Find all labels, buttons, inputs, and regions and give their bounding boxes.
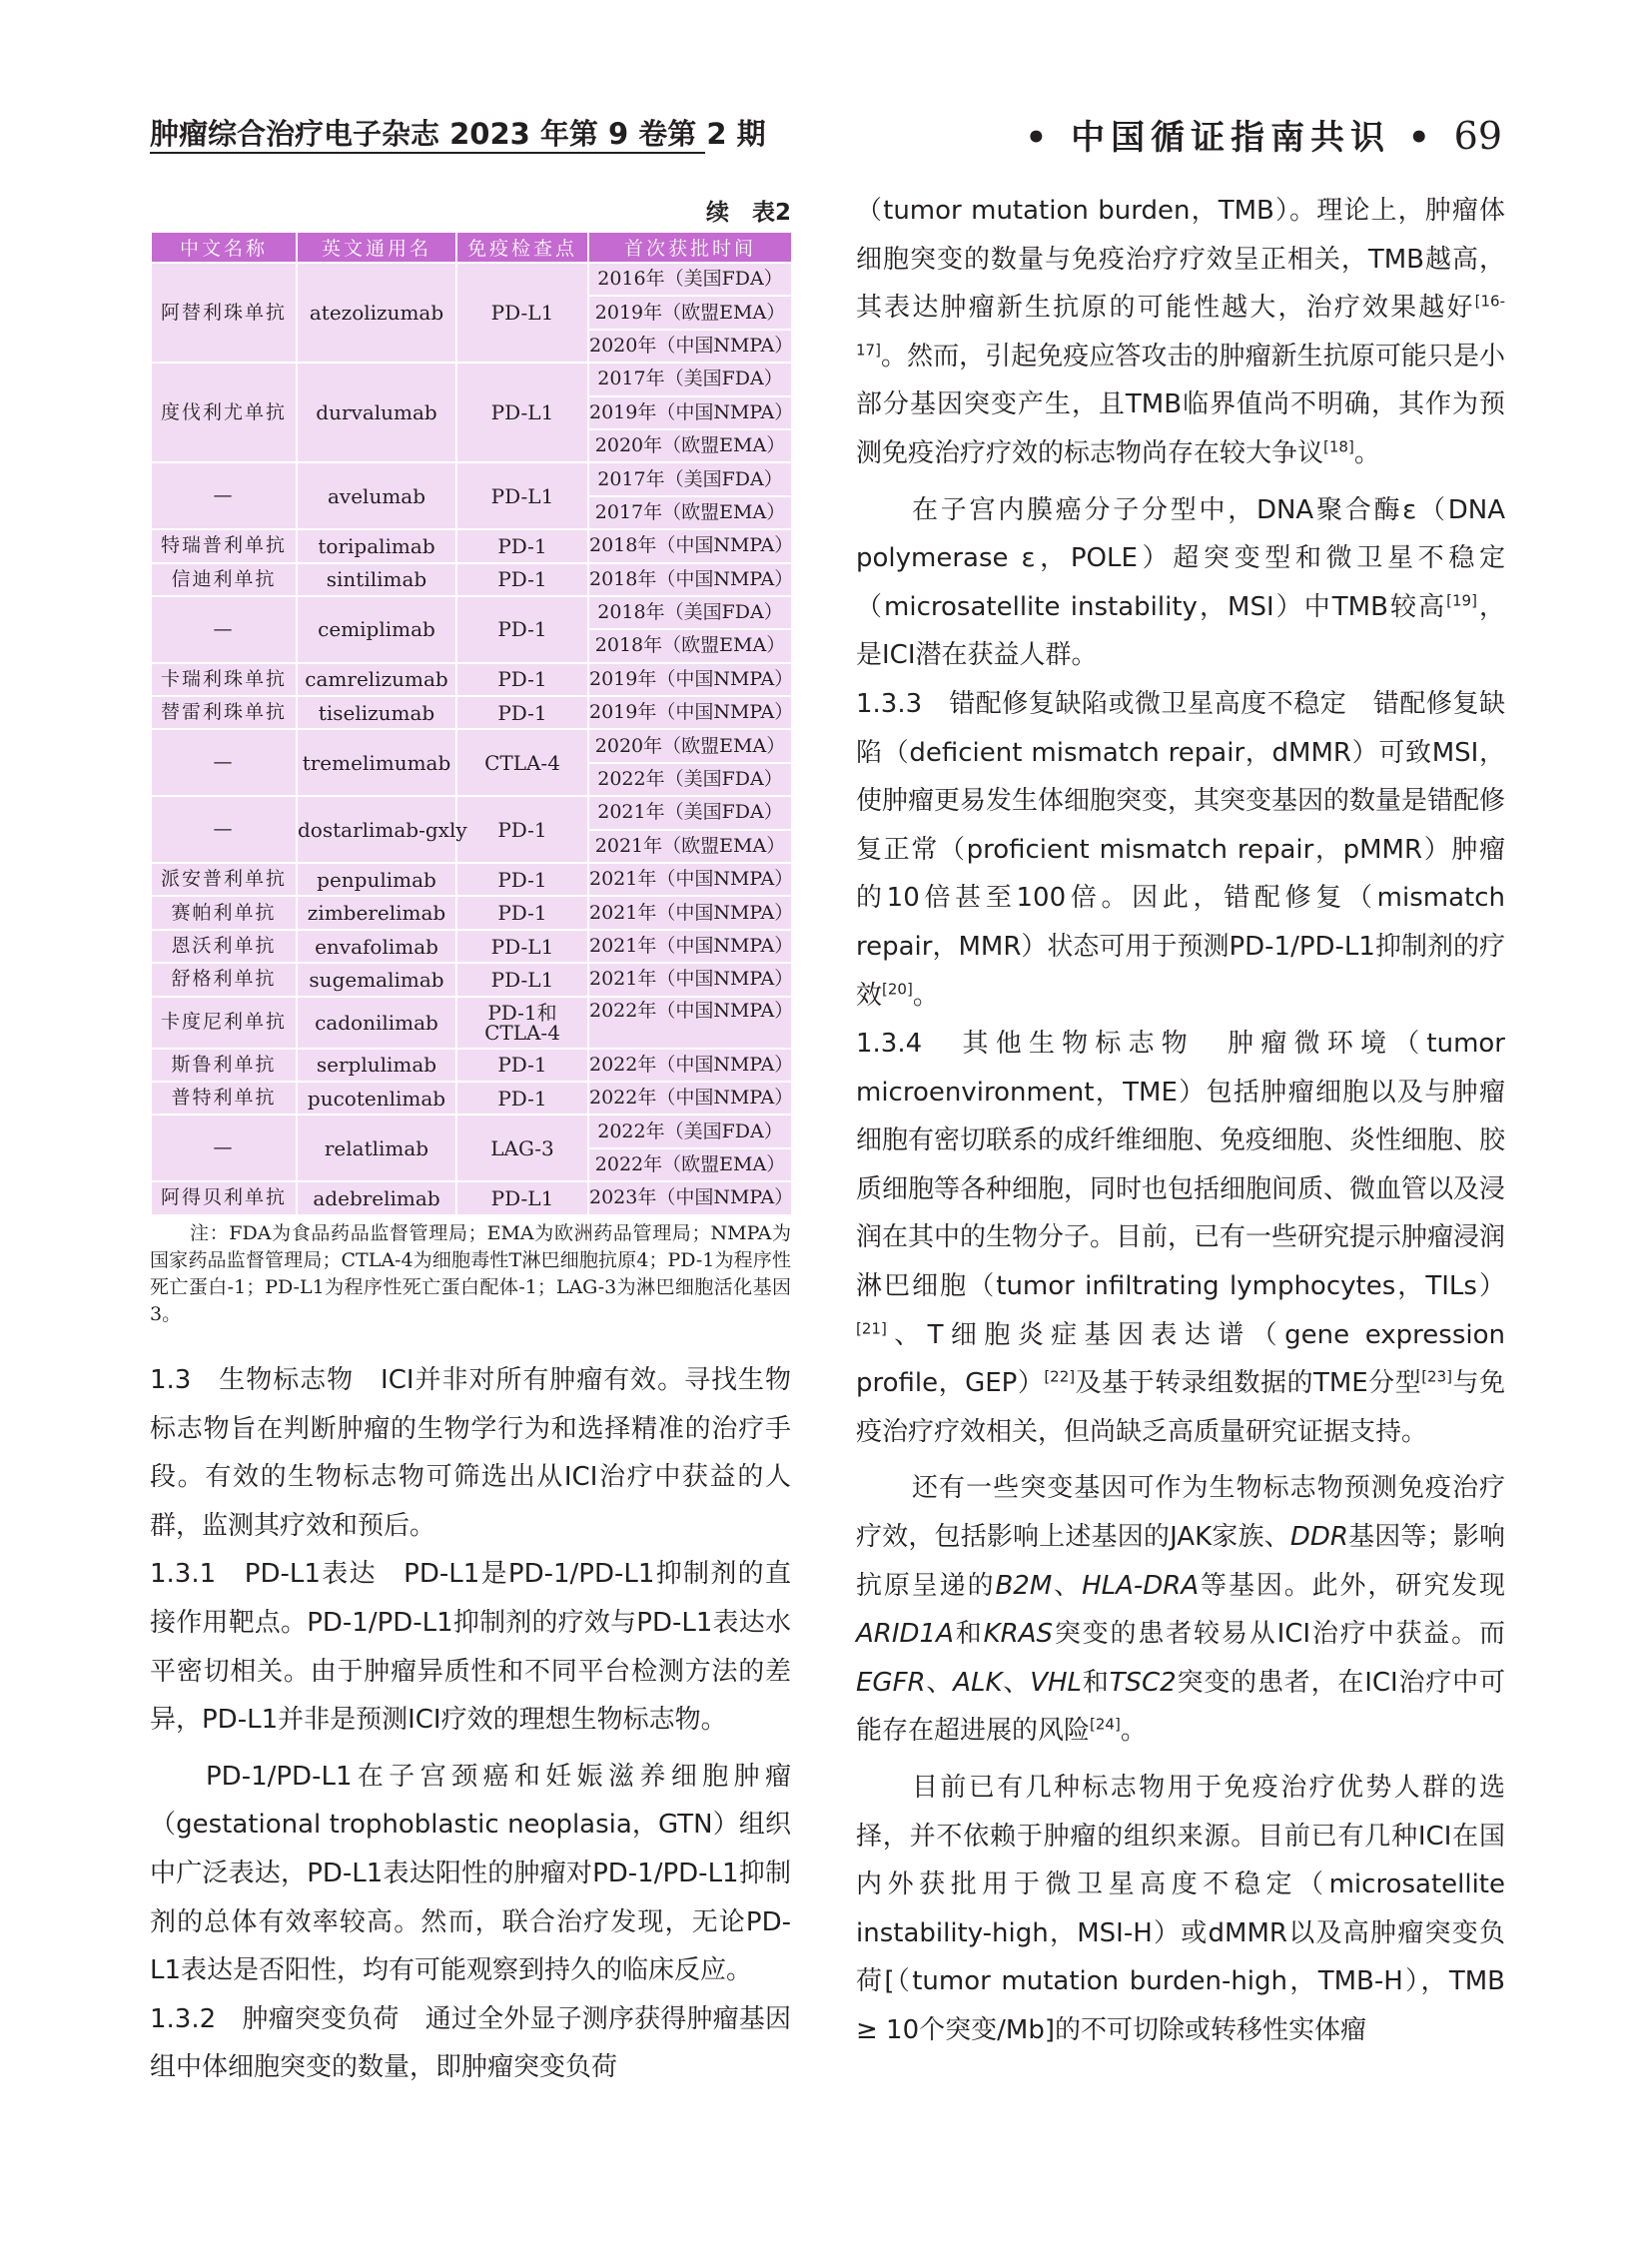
text-genes-c: 、 [1052,1570,1083,1601]
cell-checkpoint: PD-1 [456,863,588,896]
cell-checkpoint: PD-1 [456,1049,588,1082]
text-1-3-1: PD-L1是PD-1/PD-L1抑制剂的直接作用靶点。PD-1/PD-L1抑制剂的疗效与PD-L1表达水平密切相关。由于肿瘤异质性和不同平台检测方法的差异，PD-L1并非是预测ICI疗效的理想生物标志物。 [150,1559,791,1736]
cell-cn-name: 舒格利单抗 [151,963,297,996]
cell-approval: 2017年（美国FDA） [588,363,792,395]
citation: [16-17] [856,292,1505,360]
right-column [856,187,1505,2055]
citation: [23] [1421,1367,1452,1386]
cell-en-name: camrelizumab [297,663,456,696]
cell-approval: 2016年（美国FDA） [588,263,792,296]
cell-approval: 2020年（欧盟EMA） [588,429,792,462]
section-1-3-2 [150,1995,791,2092]
gene-kras: KRAS [983,1619,1053,1650]
journal-title: 肿瘤综合治疗电子杂志 2023 年第 9 卷第 2 期 [150,117,766,151]
cell-en-name: tiselizumab [297,696,456,729]
section-1-3-4 [856,1020,1505,1456]
table-header-row [151,232,792,263]
cell-en-name: tremelimumab [297,729,456,796]
cell-approval: 2017年（欧盟EMA） [588,496,792,529]
cell-checkpoint: PD-L1 [456,930,588,963]
cell-approval: 2023年（中国NMPA） [588,1181,792,1214]
cell-approval: 2022年（欧盟EMA） [588,1148,792,1181]
cell-cn-name: 卡度尼利单抗 [151,997,297,1049]
table-row [151,663,792,696]
cell-en-name: avelumab [297,462,456,529]
cell-checkpoint: PD-1 [456,563,588,596]
text-tmb-a: （tumor mutation burden，TMB）。理论上，肿瘤体细胞突变的数量与免疫治疗疗效呈正相关，TMB越高，其表达肿瘤新生抗原的可能性越大，治疗效果越好 [856,196,1505,324]
col-header-en-name: 英文通用名 [297,232,456,263]
table-row [151,696,792,729]
section-header [1026,110,1503,159]
cell-en-name: dostarlimab-gxly [297,796,456,863]
table-row [151,263,792,296]
text-genes-k: 。 [1120,1716,1147,1747]
citation: [19] [1446,591,1477,610]
cell-en-name: penpulimab [297,863,456,896]
cell-en-name: serplulimab [297,1049,456,1082]
cell-en-name: sugemalimab [297,963,456,996]
left-column [150,1356,791,2092]
cell-approval: 2021年（中国NMPA） [588,930,792,963]
cell-en-name: zimberelimab [297,896,456,929]
text-genes-j: 突变的患者，在ICI治疗中可能存在超进展的风险 [856,1667,1505,1747]
text-1-3-4-a: 肿瘤微环境（tumor microenvironment，TME）包括肿瘤细胞以及与肿瘤细胞有密切联系的成纤维细胞、免疫细胞、炎性细胞、胶质细胞等各种细胞，同时也包括细胞间质、微血管以及浸润在其中的生物分子。目前，已有一些研究提示肿瘤浸润淋巴细胞（tumor infiltrating lymphocytes，TILs） [856,1029,1506,1302]
heading-1-3: 1.3 生物标志物 [150,1365,355,1395]
table-row [151,997,792,1049]
citation: [20] [882,979,913,998]
cell-cn-name: 阿得贝利单抗 [151,1181,297,1214]
table-row [151,1049,792,1082]
cell-en-name: pucotenlimab [297,1082,456,1115]
citation: [22] [1044,1367,1076,1386]
text-1-3-3: 错配修复缺陷（deficient mismatch repair，dMMR）可致MSI，使肿瘤更易发生体细胞突变，其突变基因的数量是错配修复正常（proficient mismatch repair，pMMR）肿瘤的10倍甚至100倍。因此，错配修复（mismatch repair，MMR）状态可用于预测PD-1/PD-L1抑制剂的疗效 [856,688,1506,1011]
section-title: • 中国循证指南共识 • [1025,118,1436,158]
col-header-checkpoint: 免疫检查点 [456,232,588,263]
text-1-3: ICI并非对所有肿瘤有效。寻找生物标志物旨在判断肿瘤的生物学行为和选择精准的治疗手段。有效的生物标志物可筛选出从ICI治疗中获益的人群，监测其疗效和预后。 [150,1365,791,1541]
heading-1-3-2: 1.3.2 肿瘤突变负荷 [150,2003,400,2034]
cell-approval: 2021年（中国NMPA） [588,863,792,896]
table-row [151,1082,792,1115]
gene-b2m: B2M [995,1570,1053,1601]
text-genes-g: 、 [925,1667,954,1698]
heading-1-3-3: 1.3.3 错配修复缺陷或微卫星高度不稳定 [856,688,1347,719]
drug-approval-table [150,231,793,1216]
gene-arid1a: ARID1A [856,1619,954,1650]
text-endometrial-b: ，是ICI潜在获益人群。 [856,591,1505,671]
cell-approval: 2018年（美国FDA） [588,596,792,629]
text-1-3-4-c: 及基于转录组数据的TME分型 [1075,1368,1422,1399]
gene-tsc2: TSC2 [1109,1667,1177,1698]
cell-cn-name: — [151,462,297,529]
cell-approval: 2019年（中国NMPA） [588,663,792,696]
cell-en-name: cadonilimab [297,997,456,1049]
page-number: 69 [1453,114,1502,158]
gene-alk: ALK [953,1667,1003,1698]
text-1-3-4-b: 、T细胞炎症基因表达谱（gene expression profile，GEP） [856,1319,1505,1399]
cell-cn-name: 恩沃利单抗 [151,930,297,963]
citation: [21] [856,1319,887,1337]
text-genes-h: 、 [1002,1667,1031,1698]
cell-cn-name: 派安普利单抗 [151,863,297,896]
gene-ddr: DDR [1289,1522,1348,1553]
col-header-approval: 首次获批时间 [588,232,792,263]
cell-cn-name: — [151,1115,297,1181]
cell-checkpoint: PD-L1 [456,462,588,529]
cell-approval: 2022年（美国FDA） [588,1115,792,1147]
cell-checkpoint: PD-1 [456,896,588,929]
table-row [151,963,792,996]
cell-approval: 2020年（中国NMPA） [588,330,792,363]
text-tmb-b: 。然而，引起免疫应答攻击的肿瘤新生抗原可能只是小部分基因突变产生，且TMB临界值尚不明确，其作为预测免疫治疗疗效的标志物尚存在较大争议 [856,341,1505,468]
text-genes-e: 和 [953,1619,984,1650]
cell-cn-name: 替雷利珠单抗 [151,696,297,729]
section-1-3-3 [856,680,1505,1020]
cell-approval: 2022年（美国FDA） [588,763,792,796]
cell-en-name: adebrelimab [297,1181,456,1214]
gene-hla-dra: HLA-DRA [1082,1570,1200,1601]
text-tmb-c: 。 [1353,437,1380,468]
cell-cn-name: — [151,796,297,863]
table-row [151,729,792,762]
table-row [151,863,792,896]
text-genes-i: 和 [1082,1667,1110,1698]
cell-checkpoint: PD-1 [456,796,588,863]
cell-cn-name: 卡瑞利珠单抗 [151,663,297,696]
text-endometrial-a: 在子宫内膜癌分子分型中，DNA聚合酶ε（DNA polymerase ε，POLE）超突变型和微卫星不稳定（microsatellite instability，MSI）中TMB较高 [856,494,1505,622]
cell-approval: 2021年（中国NMPA） [588,896,792,929]
cell-cn-name: — [151,596,297,663]
paragraph-endometrial [856,486,1505,680]
paragraph-tmb [856,187,1505,478]
citation: [24] [1090,1715,1121,1734]
table-row [151,596,792,629]
table-row [151,529,792,562]
heading-1-3-4: 1.3.4 其他生物标志物 [856,1029,1195,1060]
table-note [150,1220,791,1328]
cell-checkpoint: PD-1 [456,529,588,562]
text-genes-f: 突变的患者较易从ICI治疗中获益。而 [1052,1619,1505,1650]
table-note-text: 注：FDA为食品药品监督管理局；EMA为欧洲药品管理局；NMPA为国家药品监督管理局；CTLA-4为细胞毒性T淋巴细胞抗原4；PD-1为程序性死亡蛋白-1；PD-L1为程序性死亡蛋白配体-1；LAG-3为淋巴细胞活化基因3。 [150,1222,791,1325]
paragraph-tumor-agnostic: 目前已有几种标志物用于免疫治疗优势人群的选择，并不依赖于肿瘤的组织来源。目前已有几种ICI在国内外获批用于微卫星高度不稳定（microsatellite instability-high，MSI-H）或dMMR以及高肿瘤突变负荷[（tumor mutation burden-high，TMB-H），TMB ≥ 10个突变/Mb]的不可切除或转移性实体瘤 [856,1773,1505,2045]
table-row [151,563,792,596]
cell-checkpoint: PD-L1 [456,963,588,996]
cell-checkpoint: PD-1和 CTLA-4 [456,997,588,1049]
cell-approval: 2021年（欧盟EMA） [588,830,792,863]
cell-approval: 2021年（美国FDA） [588,796,792,829]
cell-en-name: envafolimab [297,930,456,963]
cell-approval: 2022年（中国NMPA） [588,1082,792,1115]
cell-checkpoint: PD-1 [456,696,588,729]
cell-en-name: durvalumab [297,363,456,462]
cell-en-name: cemiplimab [297,596,456,663]
text-genes-a: 还有一些突变基因可作为生物标志物预测免疫治疗疗效，包括影响上述基因的JAK家族、 [856,1473,1505,1553]
cell-approval: 2018年（中国NMPA） [588,529,792,562]
text-genes-d: 等基因。此外，研究发现 [1199,1570,1505,1601]
text-1-3-3-end: 。 [912,980,939,1011]
table-row [151,462,792,495]
cell-checkpoint: PD-L1 [456,263,588,363]
table-row [151,1181,792,1214]
text-1-3-2: 通过全外显子测序获得肿瘤基因组中体细胞突变的数量，即肿瘤突变负荷 [150,2003,791,2083]
cell-en-name: relatlimab [297,1115,456,1181]
citation: [18] [1323,437,1354,456]
cell-approval: 2022年（中国NMPA） [588,997,792,1049]
heading-1-3-1: 1.3.1 PD-L1表达 [150,1559,377,1590]
table-row [151,796,792,829]
cell-approval: 2020年（欧盟EMA） [588,729,792,762]
header-rule [150,152,705,154]
table-row [151,896,792,929]
section-1-3-1 [150,1550,791,1744]
cell-approval: 2022年（中国NMPA） [588,1049,792,1082]
table-row [151,930,792,963]
cell-checkpoint: PD-L1 [456,1181,588,1214]
cell-cn-name: 特瑞普利单抗 [151,529,297,562]
cell-cn-name: 赛帕利单抗 [151,896,297,929]
gene-egfr: EGFR [856,1667,926,1698]
cell-approval: 2019年（欧盟EMA） [588,296,792,329]
col-header-cn-name: 中文名称 [151,232,297,263]
cell-checkpoint: PD-L1 [456,363,588,462]
cell-checkpoint: CTLA-4 [456,729,588,796]
cell-cn-name: 斯鲁利单抗 [151,1049,297,1082]
cell-en-name: toripalimab [297,529,456,562]
cell-cn-name: 度伐利尤单抗 [151,363,297,462]
cell-cn-name: 信迪利单抗 [151,563,297,596]
table-row [151,1115,792,1147]
cell-checkpoint: LAG-3 [456,1115,588,1181]
cell-approval: 2021年（中国NMPA） [588,963,792,996]
cell-approval: 2018年（中国NMPA） [588,563,792,596]
cell-approval: 2019年（中国NMPA） [588,396,792,429]
section-1-3 [150,1356,791,1550]
cell-approval: 2019年（中国NMPA） [588,696,792,729]
cell-approval: 2018年（欧盟EMA） [588,629,792,662]
cell-en-name: atezolizumab [297,263,456,363]
cell-cn-name: 普特利单抗 [151,1082,297,1115]
cell-cn-name: — [151,729,297,796]
table-caption: 续 表2 [705,200,791,226]
table-row [151,363,792,395]
paragraph-pdl1: PD-1/PD-L1在子宫颈癌和妊娠滋养细胞肿瘤（gestational trophoblastic neoplasia，GTN）组织中广泛表达，PD-L1表达阳性的肿瘤对PD-1/PD-L1抑制剂的总体有效率较高。然而，联合治疗发现，无论PD-L1表达是否阳性，均有可能观察到持久的临床反应。 [150,1761,791,1986]
cell-approval: 2017年（美国FDA） [588,462,792,495]
cell-checkpoint: PD-1 [456,596,588,663]
cell-en-name: sintilimab [297,563,456,596]
gene-vhl: VHL [1030,1667,1083,1698]
cell-checkpoint: PD-1 [456,663,588,696]
text-genes-b: 基因等；影响抗原呈递的 [856,1522,1505,1601]
cell-cn-name: 阿替利珠单抗 [151,263,297,363]
cell-checkpoint: PD-1 [456,1082,588,1115]
text-1-3-4-d: 与免疫治疗疗效相关，但尚缺乏高质量研究证据支持。 [856,1368,1505,1447]
paragraph-mutant-genes [856,1464,1505,1756]
